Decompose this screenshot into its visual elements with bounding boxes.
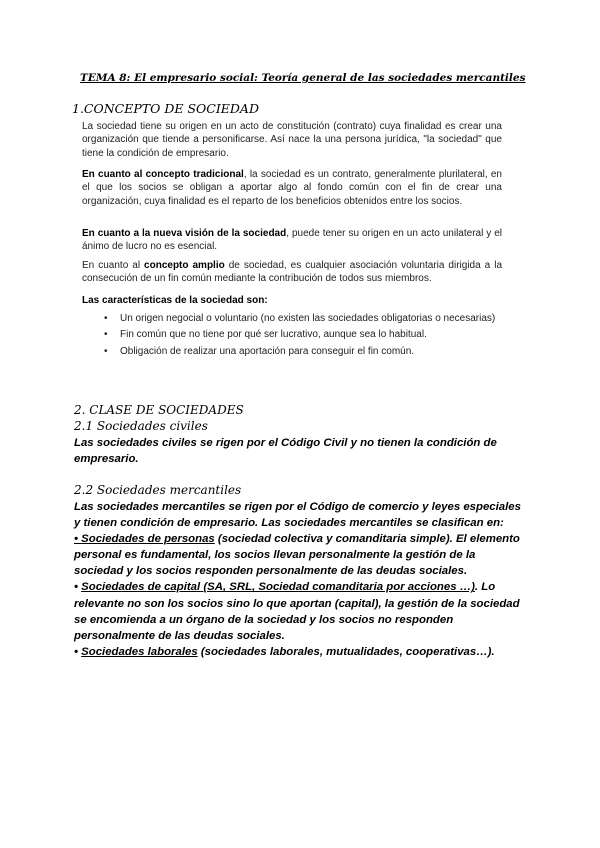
concept-paragraph-1 [82,120,502,160]
section-2-heading: 2. CLASE DE SOCIEDADES [74,403,244,417]
capital-societies-label: Sociedades de capital [81,581,201,594]
new-vision-term: En cuanto a la nueva visión de la sociedad [82,228,287,239]
concept-text-1: La sociedad tiene su origen en un acto de constitución (contrato) cuya finalidad es crear una organización que tiende a personificarse. Así nace la una persona jurídica, "la sociedad" que tiene la condición de empresario. [82,121,502,159]
persons-societies-text: (sociedad colectiva y comanditaria simple). El elemento personal es fundamental, los socios llevan personalmente la gestión de la sociedad y los socios responden personalmente de las deudas sociales. [74,533,520,578]
subsection-2-2-heading: 2.2 Sociedades mercantiles [74,483,242,497]
subsection-2-1-heading: 2.1 Sociedades civiles [74,419,208,433]
characteristics-list [100,312,504,361]
concept-paragraph-3 [82,227,502,254]
capital-societies-text: . Lo relevante no son los socios sino lo que aportan (capital), la gestión de la sociedad se encomienda a un órgano de la sociedad y los socios no responden personalmente de las deudas sociales. [74,581,520,642]
traditional-lead: En cuanto [82,169,135,180]
bullet-icon: • [104,329,108,341]
civil-societies-text: Las sociedades civiles se rigen por el Código Civil y no tienen la condición de empresario. [74,437,497,466]
labor-societies-text: (sociedades laborales, mutualidades, cooperativas…). [197,645,495,658]
traditional-concept-term: al concepto tradicional [134,169,244,180]
list-item: • Obligación de realizar una aportación para conseguir el fin común. [104,345,415,357]
section-1-heading: 1.CONCEPTO DE SOCIEDAD [72,101,259,116]
labor-societies-label: Sociedades laborales [81,645,198,658]
capital-societies-paren: (SA, SRL, Sociedad comanditaria por acciones …) [200,581,475,594]
list-item [74,644,524,660]
document-title: TEMA 8: El empresario social: Teoría general de las sociedades mercantiles [80,72,526,84]
new-vision-text: , puede tener su origen en un acto unilateral y el ánimo de lucro no es esencial. [82,228,502,253]
mercantile-societies-block [74,499,524,660]
list-item: • Fin común que no tiene por qué ser lucrativo, aunque sea lo habitual. [104,329,427,341]
bullet-icon: • [104,313,108,324]
persons-societies-label: Sociedades de personas [81,533,215,546]
bullet-icon: • [74,645,82,658]
mercantile-intro: Las sociedades mercantiles se rigen por el Código de comercio y leyes especiales y tienen condición de empresario. Las sociedades mercantiles se clasifican en: [74,501,521,530]
broad-concept-term: concepto amplio [144,260,225,271]
broad-concept-lead: En cuanto al [82,260,145,271]
broad-concept-text: de sociedad, es cualquier asociación voluntaria dirigida a la consecución de un fin común mediante la contribución de todos sus miembros. [82,260,503,285]
traditional-concept-text: , la sociedad es un contrato, generalmente plurilateral, en el que los socios se obligan a aportar algo al fondo común con el fin de crear una organización, cuya finalidad es el reparto de los beneficios obtenidos entre los socios. [82,169,502,207]
bullet-icon: • [74,533,82,546]
characteristics-title: Las características de la sociedad son: [82,295,268,306]
list-item [74,531,524,579]
bullet-icon: • [104,345,108,357]
list-item: • Un origen negocial o voluntario (no existen las sociedades obligatorias o necesarias) [104,313,496,324]
list-item [74,579,524,643]
concept-paragraph-2 [82,168,502,208]
concept-paragraph-4 [82,259,502,286]
bullet-icon: • [74,581,82,594]
